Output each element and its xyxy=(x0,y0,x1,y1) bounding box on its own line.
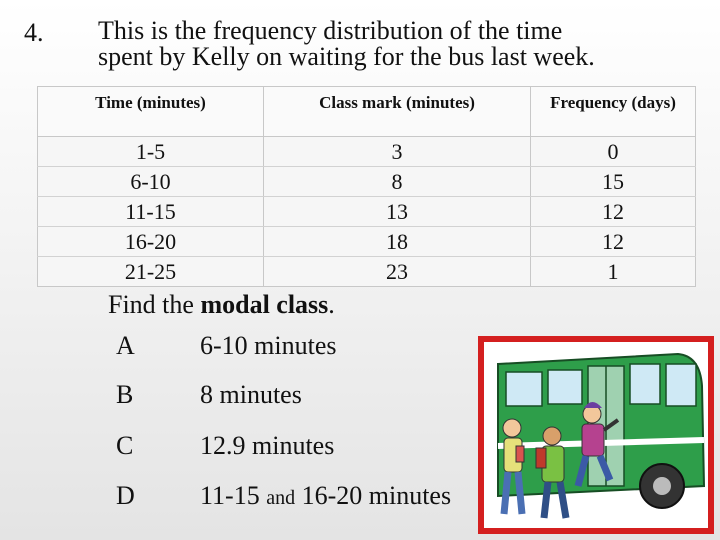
cell-time: 11-15 xyxy=(38,197,264,227)
cell-frequency: 1 xyxy=(531,257,696,287)
cell-time: 6-10 xyxy=(38,167,264,197)
question-number: 4. xyxy=(24,18,44,47)
cell-frequency: 15 xyxy=(531,167,696,197)
cell-class-mark: 8 xyxy=(264,167,531,197)
prompt-post: . xyxy=(328,290,335,319)
cell-time: 21-25 xyxy=(38,257,264,287)
table-row xyxy=(38,167,696,197)
cell-class-mark: 3 xyxy=(264,137,531,167)
question-text-line1: This is the frequency distribution of the time xyxy=(98,16,563,45)
cell-class-mark: 18 xyxy=(264,227,531,257)
cell-frequency: 12 xyxy=(531,227,696,257)
header-frequency: Frequency (days) xyxy=(531,87,696,137)
cell-frequency: 0 xyxy=(531,137,696,167)
option-letter: D xyxy=(116,481,135,510)
header-time: Time (minutes) xyxy=(38,87,264,137)
option-text-b: 16-20 minutes xyxy=(301,481,452,510)
cell-time: 16-20 xyxy=(38,227,264,257)
frequency-table xyxy=(37,86,696,287)
option-text xyxy=(200,481,451,511)
option-letter: A xyxy=(116,331,135,360)
option-letter: B xyxy=(116,380,134,409)
cell-time: 1-5 xyxy=(38,137,264,167)
bus-boarding-illustration xyxy=(478,336,714,534)
cell-class-mark: 23 xyxy=(264,257,531,287)
option-letter: C xyxy=(116,431,134,460)
table-header-row xyxy=(38,87,696,137)
table-row xyxy=(38,197,696,227)
cell-frequency: 12 xyxy=(531,197,696,227)
table-row xyxy=(38,257,696,287)
question-text xyxy=(98,18,698,70)
prompt-bold: modal class xyxy=(200,290,329,319)
prompt-pre: Find the xyxy=(108,290,201,319)
option-text: 6-10 minutes xyxy=(200,331,337,360)
option-text: 8 minutes xyxy=(200,380,302,409)
option-text-a: 11-15 xyxy=(200,481,260,510)
cell-class-mark: 13 xyxy=(264,197,531,227)
question-text-line2: spent by Kelly on waiting for the bus last week. xyxy=(98,42,595,71)
table-row xyxy=(38,227,696,257)
option-text: 12.9 minutes xyxy=(200,431,335,460)
option-text-and: and xyxy=(266,487,296,509)
header-class-mark: Class mark (minutes) xyxy=(264,87,531,137)
prompt xyxy=(108,290,335,320)
table-row xyxy=(38,137,696,167)
